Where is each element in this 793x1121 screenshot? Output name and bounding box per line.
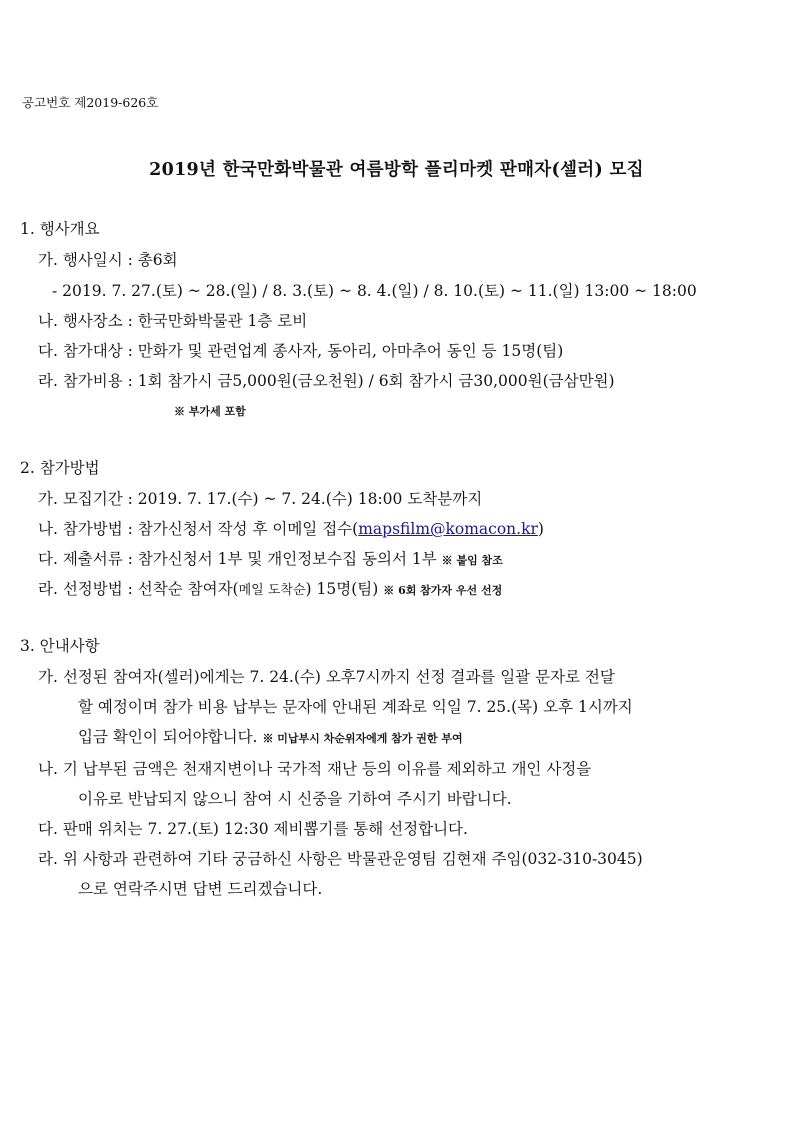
section-1-vat-note: ※ 부가세 포함 [174, 405, 246, 418]
section-3-item-a-line2: 할 예정이며 참가 비용 납부는 문자에 안내된 계좌로 익일 7. 25.(목) 오후 1시까지 [78, 698, 633, 716]
section-2-item-b [38, 519, 544, 539]
section-2-item-d-suffix: ) 15명(팀) [305, 580, 379, 598]
page-title: 2019년 한국만화박물관 여름방학 플리마켓 판매자(셀러) 모집 [149, 160, 644, 180]
section-2-item-c-text: 다. 제출서류 : 참가신청서 1부 및 개인정보수집 동의서 1부 [38, 550, 437, 568]
section-3-item-a-line3 [78, 727, 463, 749]
section-3-heading: 3. 안내사항 [20, 637, 100, 655]
section-2-item-c [38, 549, 503, 571]
section-1-item-d: 라. 참가비용 : 1회 참가시 금5,000원(금오천원) / 6회 참가시 금30,000원(금삼만원) [38, 372, 615, 390]
priority-note: ※ 6회 참가자 우선 선정 [383, 584, 503, 597]
section-3-item-a-line3-text: 입금 확인이 되어야합니다. [78, 728, 258, 746]
section-2-item-d [38, 579, 502, 601]
section-3-item-d-line2: 으로 연락주시면 답변 드리겠습니다. [78, 880, 323, 898]
section-2-item-b-prefix: 나. 참가방법 : 참가신청서 작성 후 이메일 접수( [38, 520, 359, 538]
section-1-item-c: 다. 참가대상 : 만화가 및 관련업계 종사자, 동아리, 아마추어 동인 등 15명(팀) [38, 342, 564, 360]
email-link[interactable]: mapsfilm@komacon.kr [358, 520, 538, 538]
section-3-item-b-line1: 나. 기 납부된 금액은 천재지변이나 국가적 재난 등의 이유를 제외하고 개인 사정을 [38, 760, 592, 778]
section-2-item-d-prefix: 라. 선정방법 : 선착순 참여자( [38, 580, 239, 598]
section-3-item-a-line1: 가. 선정된 참여자(셀러)에게는 7. 24.(수) 오후7시까지 선정 결과를 일괄 문자로 전달 [38, 668, 615, 686]
section-1-item-a: 가. 행사일시 : 총6회 [38, 251, 178, 269]
section-2-item-b-suffix: ) [537, 520, 544, 538]
section-3-item-b-line2: 이유로 반납되지 않으니 참여 시 신중을 기하여 주시기 바랍니다. [78, 790, 512, 808]
section-1-item-b: 나. 행사장소 : 한국만화박물관 1층 로비 [38, 312, 308, 330]
section-2-heading: 2. 참가방법 [20, 459, 100, 477]
section-3-item-c: 다. 판매 위치는 7. 27.(토) 12:30 제비뽑기를 통해 선정합니다. [38, 820, 468, 838]
notice-number: 공고번호 제2019-626호 [22, 95, 159, 110]
attachment-note: ※ 붙임 참조 [441, 554, 503, 567]
section-3-item-d-line1: 라. 위 사항과 관련하여 기타 궁금하신 사항은 박물관운영팀 김현재 주임(032-310-3045) [38, 850, 643, 868]
non-payment-note: ※ 미납부시 차순위자에게 참가 권한 부여 [262, 732, 463, 745]
section-1-heading: 1. 행사개요 [20, 220, 100, 238]
section-2-item-a: 가. 모집기간 : 2019. 7. 17.(수) ~ 7. 24.(수) 18:00 도착분까지 [38, 490, 483, 508]
section-2-item-d-small: 메일 도착순 [238, 583, 306, 598]
section-1-item-a-detail: - 2019. 7. 27.(토) ~ 28.(일) / 8. 3.(토) ~ 8. 4.(일) / 8. 10.(토) ~ 11.(일) 13:00 ~ 18:00 [52, 282, 697, 300]
